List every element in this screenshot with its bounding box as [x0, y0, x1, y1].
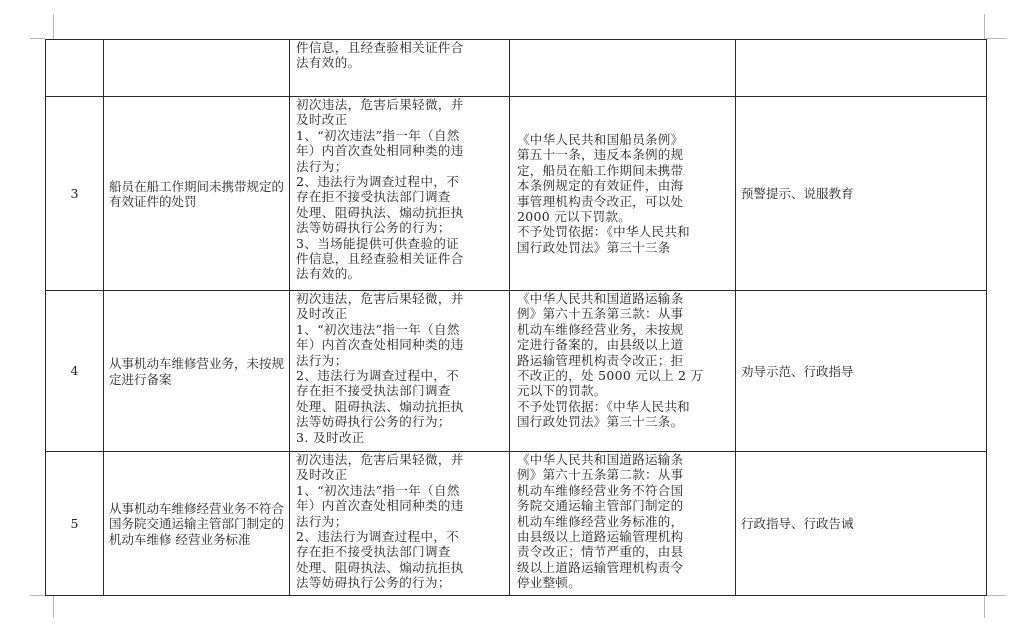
- crop-mark-bottom-left-h: [30, 595, 45, 596]
- row-number: 3: [46, 97, 104, 291]
- table-row: [46, 97, 987, 291]
- crop-mark-bottom-left-v: [53, 596, 54, 618]
- table-row: [46, 291, 987, 452]
- exemption-conditions: 初次违法，危害后果轻微，并 及时改正 1、“初次违法”指一年（自然 年）内首次查处相同种类的违 法行为； 2、违法行为调查过程中，不 存在拒不接受执法部门调查 处理、阻碍执法、煽动抗拒执 法等妨碍执行公务的行为；: [290, 452, 510, 596]
- table-row: [46, 40, 987, 97]
- legal-basis: 《中华人民共和国道路运输条 例》第六十五条第三款：从事 机动车维修经营业务，未按规 定进行备案的，由县级以上道 路运输管理机构责令改正；拒 不改正的，处 5000 元以上 2 万 元以下的罚款。 不予处罚依据：《中华人民共和 国行政处罚法》第三十三条。: [510, 291, 736, 452]
- enforcement-measures: [736, 40, 987, 97]
- crop-mark-top-left-h: [30, 38, 45, 39]
- legal-basis: [510, 40, 736, 97]
- crop-mark-top-right-v: [984, 14, 985, 39]
- crop-mark-top-right-h: [986, 38, 1006, 39]
- violation-matter: 从事机动车维修营业务，未按规定进行备案: [104, 291, 290, 452]
- row-number: 5: [46, 452, 104, 596]
- violation-matter: 船员在船工作期间未携带规定的有效证件的处罚: [104, 97, 290, 291]
- exemption-conditions: 件信息，且经查验相关证件合 法有效的。: [290, 40, 510, 97]
- enforcement-measures: 预警提示、说服教育: [736, 97, 987, 291]
- violation-matter: 从事机动车维修经营业务不符合国务院交通运输主管部门制定的机动车维修 经营业务标准: [104, 452, 290, 596]
- exemption-conditions: 初次违法，危害后果轻微，并 及时改正 1、“初次违法”指一年（自然 年）内首次查处相同种类的违 法行为； 2、违法行为调查过程中，不 存在拒不接受执法部门调查 处理、阻碍执法、煽动抗拒执 法等妨碍执行公务的行为； 3. 及时改正: [290, 291, 510, 452]
- penalty-exemption-table: [45, 39, 987, 596]
- crop-mark-bottom-right-h: [986, 595, 1006, 596]
- legal-basis: 《中华人民共和国道路运输条 例》第六十五条第二款：从事 机动车维修经营业务不符合国 务院交通运输主管部门制定的 机动车维修经营业务标准的， 由县级以上道路运输管理机构 责令改正；情节严重的，由县 级以上道路运输管理机构责令 停业整顿。: [510, 452, 736, 596]
- table-row: [46, 452, 987, 596]
- crop-mark-bottom-right-v: [984, 596, 985, 618]
- crop-mark-top-left-v: [53, 14, 54, 39]
- enforcement-measures: 劝导示范、行政指导: [736, 291, 987, 452]
- row-number: 4: [46, 291, 104, 452]
- enforcement-measures: 行政指导、行政告诫: [736, 452, 987, 596]
- legal-basis: 《中华人民共和国船员条例》 第五十一条，违反本条例的规 定，船员在船工作期间未携带 本条例规定的有效证件，由海 事管理机构责令改正，可以处 2000 元以下罚款。 不予处罚依据：《中华人民共和 国行政处罚法》第三十三条: [510, 97, 736, 291]
- row-number: [46, 40, 104, 97]
- exemption-conditions: 初次违法，危害后果轻微，并 及时改正 1、“初次违法”指一年（自然 年）内首次查处相同种类的违 法行为； 2、违法行为调查过程中，不 存在拒不接受执法部门调查 处理、阻碍执法、煽动抗拒执 法等妨碍执行公务的行为； 3、当场能提供可供查验的证 件信息，且经查验相关证件合 法有效的。: [290, 97, 510, 291]
- violation-matter: [104, 40, 290, 97]
